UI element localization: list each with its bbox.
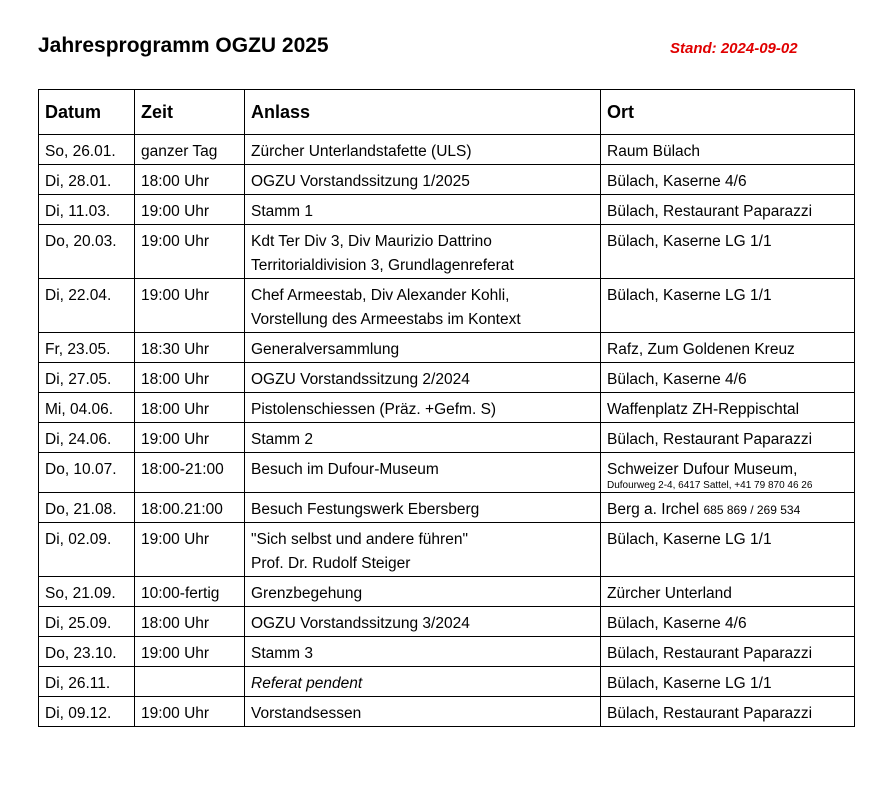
table-row (39, 637, 855, 667)
table-row (39, 453, 855, 493)
ort-line: Zürcher Unterland (607, 585, 732, 602)
ort-line: Bülach, Kaserne 4/6 (607, 615, 747, 632)
cell-zeit: 19:00 Uhr (135, 697, 245, 727)
table-row (39, 423, 855, 453)
cell-zeit: 19:00 Uhr (135, 523, 245, 577)
cell-ort (601, 135, 855, 165)
cell-ort (601, 165, 855, 195)
ort-line: Bülach, Kaserne LG 1/1 (607, 233, 772, 250)
ort-line: Schweizer Dufour Museum, (607, 461, 798, 478)
table-body (39, 135, 855, 727)
ort-line: Bülach, Kaserne LG 1/1 (607, 531, 772, 548)
cell-datum: Do, 21.08. (39, 493, 135, 523)
cell-ort (601, 393, 855, 423)
table-row (39, 577, 855, 607)
cell-anlass (245, 493, 601, 523)
cell-zeit: 18:00 Uhr (135, 165, 245, 195)
cell-ort (601, 363, 855, 393)
cell-zeit: 18:00-21:00 (135, 453, 245, 493)
table-row (39, 363, 855, 393)
cell-zeit: 19:00 Uhr (135, 225, 245, 279)
cell-ort (601, 523, 855, 577)
anlass-line-2: Territorialdivision 3, Grundlagenreferat (251, 257, 514, 274)
cell-ort (601, 225, 855, 279)
cell-datum: Di, 24.06. (39, 423, 135, 453)
header-ort: Ort (601, 90, 855, 135)
cell-ort (601, 279, 855, 333)
anlass-line: Stamm 1 (251, 203, 314, 220)
anlass-line: Pistolenschiessen (Präz. +Gefm. S) (251, 401, 497, 418)
cell-zeit: 19:00 Uhr (135, 195, 245, 225)
cell-zeit: ganzer Tag (135, 135, 245, 165)
anlass-line: Stamm 2 (251, 431, 314, 448)
cell-ort (601, 667, 855, 697)
cell-ort (601, 577, 855, 607)
table-row (39, 165, 855, 195)
cell-datum: Do, 20.03. (39, 225, 135, 279)
cell-ort (601, 493, 855, 523)
cell-datum: Fr, 23.05. (39, 333, 135, 363)
anlass-line: Vorstandsessen (251, 705, 362, 722)
cell-zeit: 10:00-fertig (135, 577, 245, 607)
cell-anlass (245, 453, 601, 493)
anlass-line: Kdt Ter Div 3, Div Maurizio Dattrino (251, 233, 492, 250)
header-anlass: Anlass (245, 90, 601, 135)
table-row (39, 493, 855, 523)
status-date: Stand: 2024-09-02 (670, 40, 798, 57)
header-zeit: Zeit (135, 90, 245, 135)
cell-anlass (245, 333, 601, 363)
cell-ort (601, 697, 855, 727)
ort-line: Bülach, Kaserne LG 1/1 (607, 675, 772, 692)
cell-zeit: 19:00 Uhr (135, 423, 245, 453)
ort-line: Bülach, Kaserne 4/6 (607, 173, 747, 190)
cell-datum: Di, 28.01. (39, 165, 135, 195)
anlass-line: OGZU Vorstandssitzung 2/2024 (251, 371, 470, 388)
cell-zeit: 18:00 Uhr (135, 607, 245, 637)
cell-anlass (245, 697, 601, 727)
ort-coordinates: 685 869 / 269 534 (703, 503, 801, 517)
cell-anlass (245, 523, 601, 577)
cell-anlass (245, 135, 601, 165)
cell-zeit (135, 667, 245, 697)
cell-zeit: 18:00.21:00 (135, 493, 245, 523)
ort-line: Bülach, Restaurant Paparazzi (607, 431, 813, 448)
cell-datum: Di, 22.04. (39, 279, 135, 333)
cell-anlass (245, 667, 601, 697)
ort-line: Bülach, Kaserne 4/6 (607, 371, 747, 388)
cell-anlass (245, 225, 601, 279)
cell-anlass (245, 577, 601, 607)
table-header-row (39, 90, 855, 135)
anlass-line: Grenzbegehung (251, 585, 363, 602)
cell-datum: Di, 27.05. (39, 363, 135, 393)
cell-anlass (245, 279, 601, 333)
cell-datum: Mi, 04.06. (39, 393, 135, 423)
ort-line: Rafz, Zum Goldenen Kreuz (607, 341, 795, 358)
table-row (39, 225, 855, 279)
table-row (39, 523, 855, 577)
cell-ort (601, 453, 855, 493)
anlass-line: Chef Armeestab, Div Alexander Kohli, (251, 287, 510, 304)
anlass-line: Stamm 3 (251, 645, 314, 662)
anlass-line: Zürcher Unterlandstafette (ULS) (251, 143, 472, 160)
ort-line: Berg a. Irchel (607, 501, 700, 518)
cell-ort (601, 333, 855, 363)
table-row (39, 195, 855, 225)
table-row (39, 607, 855, 637)
anlass-line: OGZU Vorstandssitzung 3/2024 (251, 615, 470, 632)
cell-zeit: 19:00 Uhr (135, 279, 245, 333)
header-datum: Datum (39, 90, 135, 135)
cell-anlass (245, 637, 601, 667)
anlass-line: Referat pendent (251, 675, 363, 692)
program-table (38, 89, 855, 727)
cell-anlass (245, 423, 601, 453)
table-row (39, 135, 855, 165)
cell-ort (601, 607, 855, 637)
anlass-line-2: Prof. Dr. Rudolf Steiger (251, 555, 411, 572)
cell-datum: Di, 25.09. (39, 607, 135, 637)
anlass-line: Besuch im Dufour-Museum (251, 461, 439, 478)
ort-line: Bülach, Restaurant Paparazzi (607, 645, 813, 662)
ort-line: Waffenplatz ZH-Reppischtal (607, 401, 800, 418)
cell-datum: Di, 11.03. (39, 195, 135, 225)
table-row (39, 393, 855, 423)
cell-zeit: 18:00 Uhr (135, 393, 245, 423)
cell-datum: Di, 26.11. (39, 667, 135, 697)
cell-anlass (245, 363, 601, 393)
cell-datum: Di, 02.09. (39, 523, 135, 577)
ort-address: Dufourweg 2-4, 6417 Sattel, +41 79 870 46 26 (607, 480, 813, 491)
cell-zeit: 18:00 Uhr (135, 363, 245, 393)
anlass-line: Besuch Festungswerk Ebersberg (251, 501, 480, 518)
cell-zeit: 19:00 Uhr (135, 637, 245, 667)
cell-ort (601, 637, 855, 667)
cell-ort (601, 423, 855, 453)
cell-datum: Di, 09.12. (39, 697, 135, 727)
cell-anlass (245, 607, 601, 637)
cell-datum: Do, 23.10. (39, 637, 135, 667)
anlass-line-2: Vorstellung des Armeestabs im Kontext (251, 311, 521, 328)
ort-line: Raum Bülach (607, 143, 701, 160)
cell-datum: So, 26.01. (39, 135, 135, 165)
cell-datum: So, 21.09. (39, 577, 135, 607)
cell-datum: Do, 10.07. (39, 453, 135, 493)
ort-line: Bülach, Kaserne LG 1/1 (607, 287, 772, 304)
anlass-line: Generalversammlung (251, 341, 400, 358)
anlass-line: OGZU Vorstandssitzung 1/2025 (251, 173, 470, 190)
table-row (39, 697, 855, 727)
cell-anlass (245, 195, 601, 225)
table-row (39, 667, 855, 697)
cell-anlass (245, 393, 601, 423)
ort-line: Bülach, Restaurant Paparazzi (607, 705, 813, 722)
anlass-line: "Sich selbst und andere führen" (251, 531, 468, 548)
cell-zeit: 18:30 Uhr (135, 333, 245, 363)
table-row (39, 333, 855, 363)
page-title: Jahresprogramm OGZU 2025 (38, 34, 329, 57)
cell-anlass (245, 165, 601, 195)
ort-line: Bülach, Restaurant Paparazzi (607, 203, 813, 220)
table-row (39, 279, 855, 333)
cell-ort (601, 195, 855, 225)
